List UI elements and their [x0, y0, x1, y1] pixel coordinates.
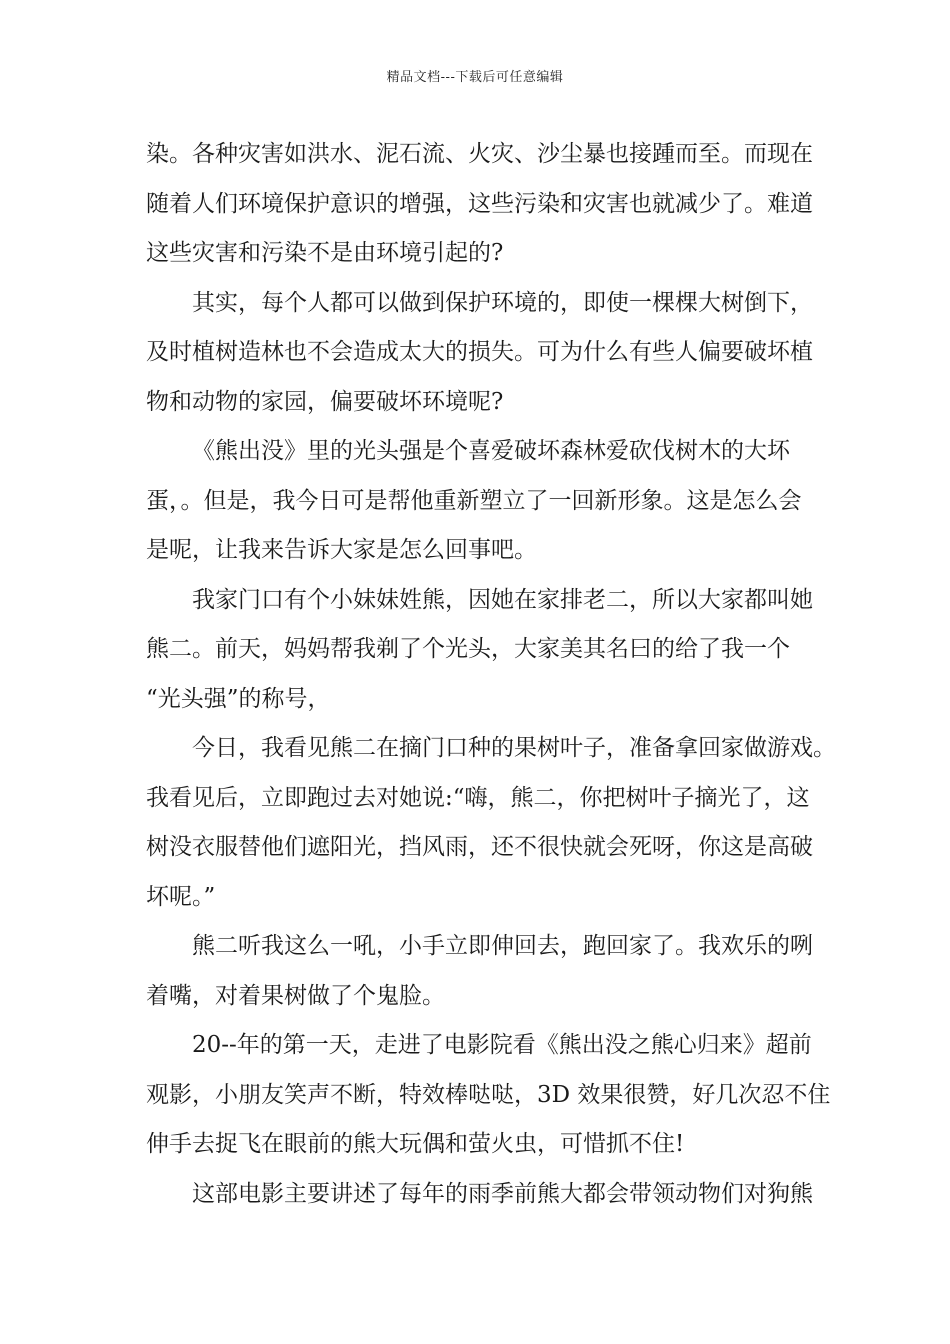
text-line: 《熊出没》里的光头强是个喜爱破坏森林爱砍伐树木的大坏: [192, 438, 790, 464]
text-line: 及时植树造林也不会造成太大的损失。可为什么有些人偏要破坏植: [146, 339, 813, 365]
text-line: 我看见后，立即跑过去对她说:“嗨，熊二，你把树叶子摘光了，这: [146, 784, 810, 811]
text-line: 伸手去捉飞在眼前的熊大玩偶和萤火虫，可惜抓不住!: [146, 1131, 685, 1157]
text-line: 这些灾害和污染不是由环境引起的?: [146, 240, 504, 266]
text-line: “光头强”的称号，: [146, 685, 331, 712]
text-line: 是呢，让我来告诉大家是怎么回事吧。: [146, 537, 537, 563]
text-line: 观影，小朋友笑声不断，特效棒哒哒，3D 效果很赞，好几次忍不住: [146, 1081, 831, 1108]
text-line: 物和动物的家园，偏要破坏环境呢?: [146, 388, 504, 415]
text-line: 随着人们环境保护意识的增强，这些污染和灾害也就减少了。难道: [146, 190, 813, 217]
text-line: 20--年的第一天，走进了电影院看《熊出没之熊心归来》超前: [192, 1032, 812, 1058]
text-line: 今日，我看见熊二在摘门口种的果树叶子，准备拿回家做游戏。: [192, 735, 836, 761]
text-line: 这部电影主要讲述了每年的雨季前熊大都会带领动物们对狗熊: [192, 1180, 813, 1207]
text-line: 我家门口有个小妹妹姓熊，因她在家排老二，所以大家都叫她: [192, 586, 813, 613]
body-text: [146, 130, 836, 1219]
text-line: 坏呢。”: [146, 883, 216, 910]
text-line: 熊二听我这么一吼，小手立即伸回去，跑回家了。我欢乐的咧: [192, 933, 813, 959]
text-line: 蛋，。但是，我今日可是帮他重新塑立了一回新形象。这是怎么会: [146, 487, 802, 514]
text-line: 染。各种灾害如洪水、泥石流、火灾、沙尘暴也接踵而至。而现在: [146, 141, 813, 167]
text-line: 熊二。前天，妈妈帮我剃了个光头，大家美其名曰的给了我一个: [146, 636, 790, 662]
text-line: 其实，每个人都可以做到保护环境的，即使一棵棵大树倒下，: [192, 289, 813, 316]
text-line: 着嘴，对着果树做了个鬼脸。: [146, 982, 445, 1009]
text-line: 树没衣服替他们遮阳光，挡风雨，还不很快就会死呀，你这是高破: [146, 834, 813, 860]
page-header: 精品文档---下载后可任意编辑: [386, 70, 564, 85]
